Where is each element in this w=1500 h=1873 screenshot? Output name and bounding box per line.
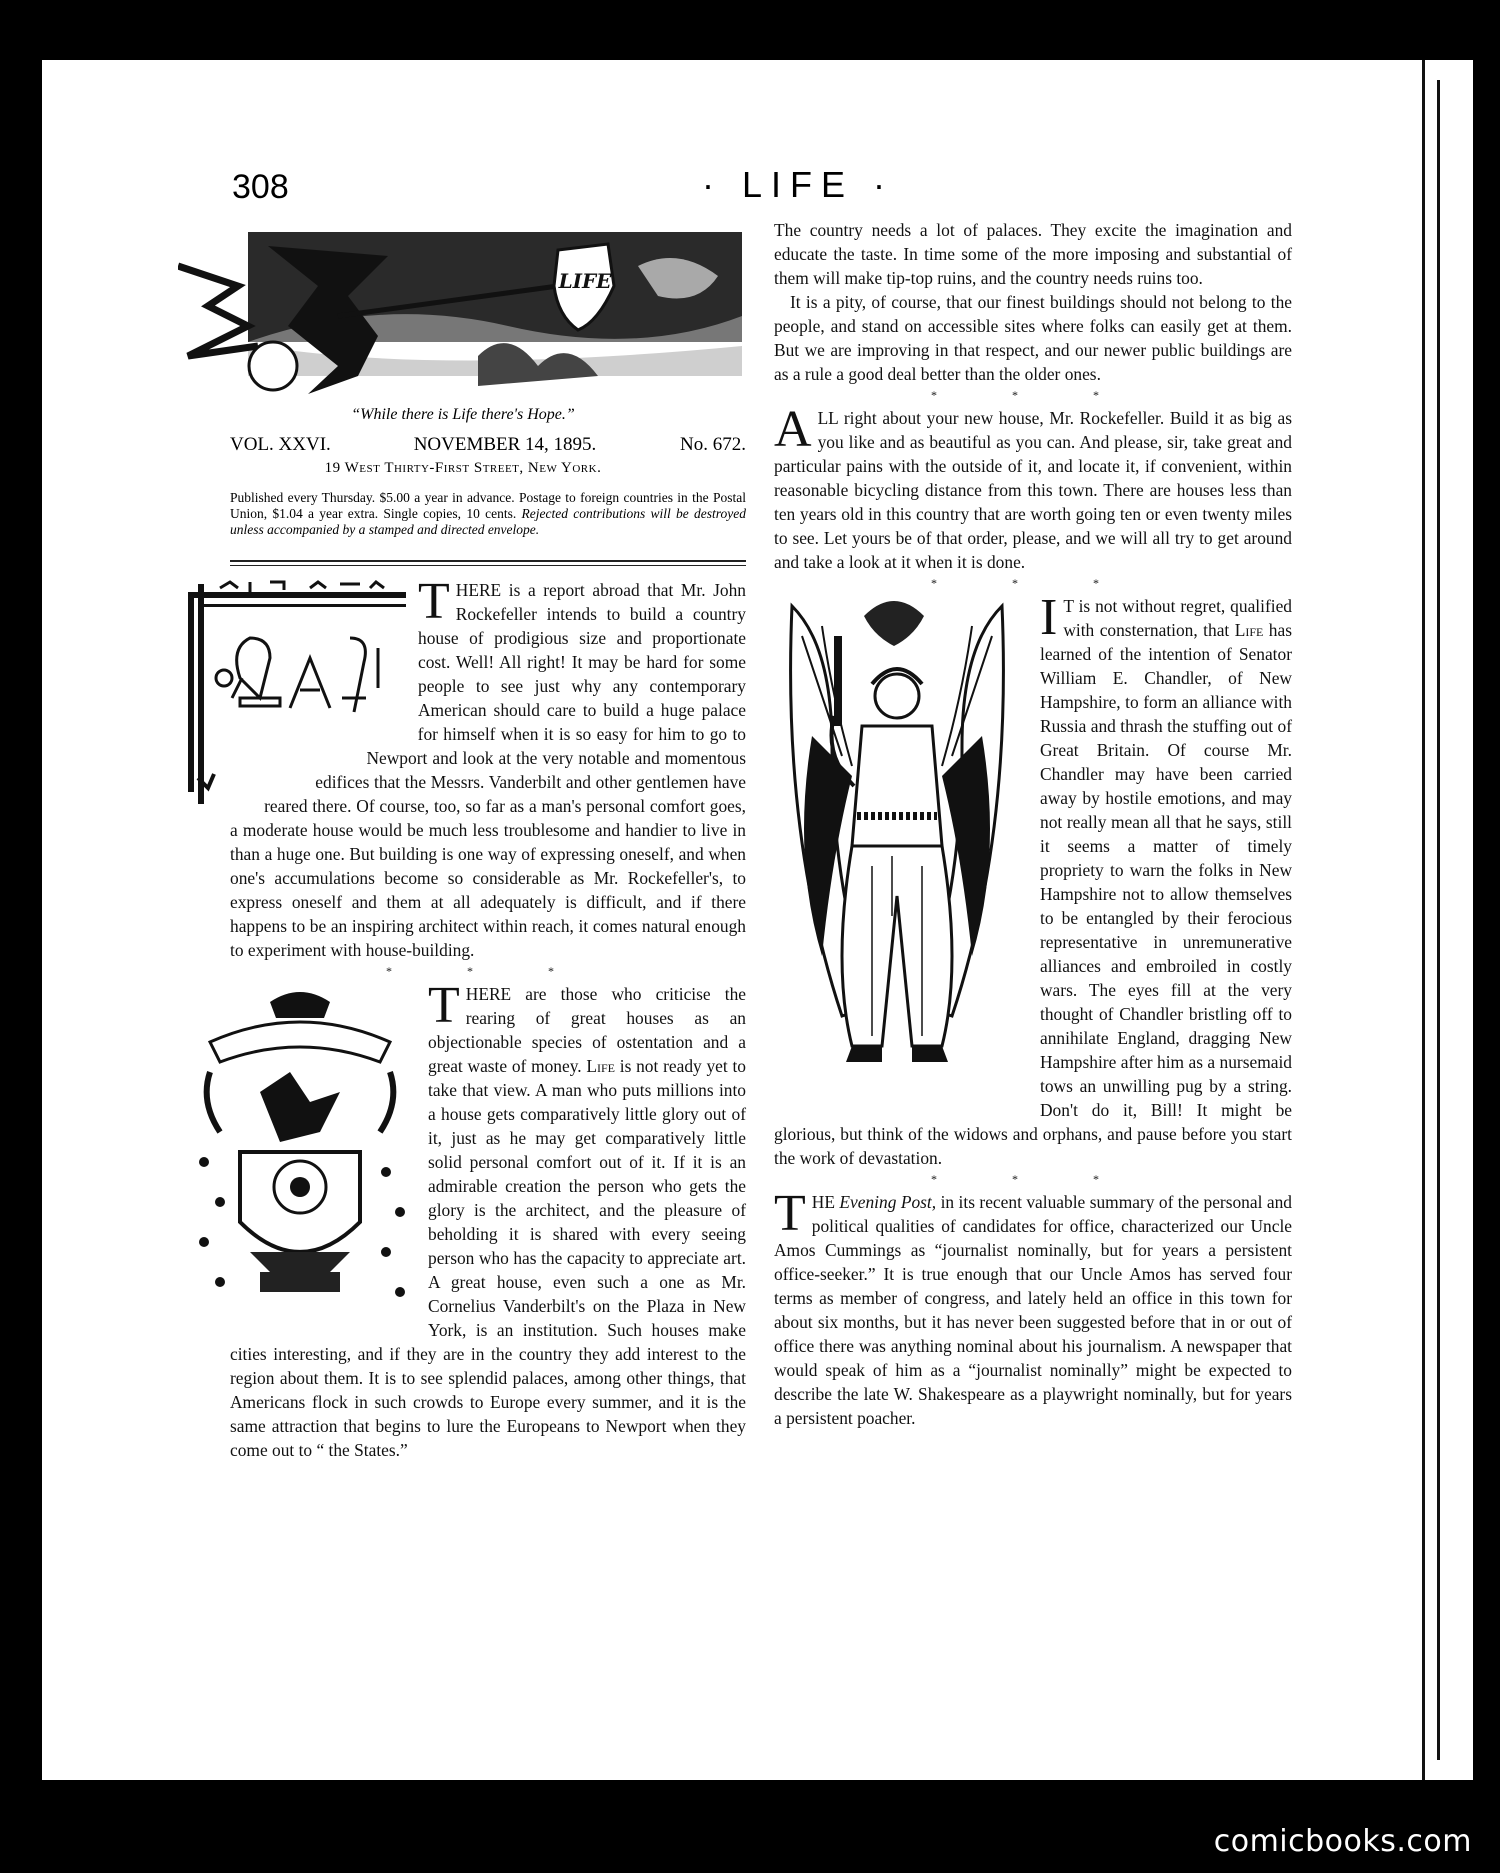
dropcap: T <box>418 573 450 630</box>
dropcap: T <box>774 1185 806 1242</box>
motto: “While there is Life there's Hope.” <box>351 406 575 423</box>
life-name: Life <box>1234 620 1264 640</box>
issue-number: No. 672. <box>680 434 746 455</box>
banner-illustration <box>178 226 746 402</box>
article-text: is not ready yet to take that view. A man who puts millions into a house gets comparatively little glory out of it, just as he may get comparatively little solid personal comfort out of it. If it is an admirable creation the person who gets the glory is the architect, and the pleasure of beholding it is shared with every seeing person who has the capacity to appreciate art. A great house, even such a one as Mr. Cornelius Vanderbilt's on the Plaza in New York, is an institution. Such houses make cities interesting, and if they are in the country they add interest to the region about them. It is to see splendid palaces, among other things, that Americans flock in such crowds to Europe every summer, and it is the same attraction that begins to lure the Europeans to Newport when they come out to “ the States.” <box>230 1056 746 1460</box>
coat-of-arms-illustration <box>190 982 412 1326</box>
publishing-info <box>230 490 746 538</box>
watermark: comicbooks.com <box>1213 1824 1472 1859</box>
volume: VOL. XXVI. <box>230 434 331 455</box>
shield-text: LIFE <box>558 269 612 293</box>
life-name: Life <box>586 1056 616 1076</box>
issue-line <box>230 434 746 456</box>
winged-figure-illustration <box>772 596 1022 1096</box>
article-text: LL right about your new house, Mr. Rockefeller. Build it as big as you like and as beautiful as you can. And please, sir, take great and particular pains with the outside of it, and locate it, if convenient, within reasonable bicycling distance from this town. There are houses less than ten years old in this country that are worth going ten or even twenty miles to see. Let yours be of that order, please, and we will all try to get around and take a look at it when it is done. <box>774 408 1292 572</box>
dropcap: T <box>428 977 460 1034</box>
article-new-house <box>774 401 1292 574</box>
article-text: HERE is a report abroad that Mr. John Rockefeller intends to build a country house of prodigious size and proportionate cost. Well! All right! It may be hard for some people to see just why any contemporary American should care to build a huge palace for himself when it is so easy for him to go to Newport and look at the very notable and momentous edifices that the Messrs. Vanderbilt and other gentlemen have reared there. Of course, too, so far as a man's personal comfort goes, a moderate house would be much less troublesome and handier to live in than a huge one. But building is one way of expressing oneself, and when one's accumulations become so considerable as Mr. Rockefeller's, to express oneself and them at all adequately is difficult, and if there happens to be an inspiring architect within reach, it comes natural enough to experiment with house-building. <box>230 580 746 960</box>
article-text: T is not without regret, qualified with consternation, that <box>1063 596 1292 640</box>
section-divider: * * * <box>931 1172 1135 1186</box>
left-column <box>230 573 746 1462</box>
rule <box>230 565 746 566</box>
section-divider: * * * <box>386 964 590 978</box>
page-number: 308 <box>232 168 289 206</box>
dropcap: A <box>774 401 812 458</box>
article-text: HERE are those who criticise the rearing of great houses as an objectionable species of ostentation and a great waste of money. <box>428 984 746 1076</box>
article-evening-post <box>774 1185 1292 1430</box>
dropcap: I <box>1040 589 1058 646</box>
contributions-notice: Rejected contributions will be destroyed unless accompanied by a stamped and directed envelope. <box>230 506 747 537</box>
rule <box>230 560 746 562</box>
article-text: HE <box>811 1192 835 1212</box>
paragraph-palaces: The country needs a lot of palaces. They excite the imagination and educate the taste. In time some of the more imposing and substantial of them will make tip-top ruins, and the country needs ruins too. <box>774 220 1292 288</box>
right-column <box>774 218 1292 1430</box>
paragraph-public-buildings: It is a pity, of course, that our finest buildings should not belong to the people, and stand on accessible sites where folks can easily get at them. But we are improving in that respect, and our newer public buildings are as a rule a good deal better than the older ones. <box>774 292 1292 384</box>
masthead-title: · LIFE · <box>702 164 895 205</box>
newspaper-name: Evening Post, <box>839 1192 937 1212</box>
subscription-terms: Published every Thursday. $5.00 a year in advance. Postage to foreign countries in the Postal Union, $1.04 a year extra. Single copies, 10 cents. <box>230 490 746 521</box>
article-text: in its recent valuable summary of the personal and political qualities of candidates for office, characterized our Uncle Amos Cummings as “journalist nominally, but for years a persistent office-seeker.” It is true enough that our Uncle Amos has served four terms as member of congress, and lately held an office in this town for about six months, but it has never been suggested before that in or out of office there was anything nominal about his journalism. A newspaper that would speak of him as a “journalist nominally” might be expected to describe the late W. Shakespeare as a playwright nominally, but for years a persistent poacher. <box>774 1192 1292 1428</box>
section-divider: * * * <box>931 576 1135 590</box>
issue-date: NOVEMBER 14, 1895. <box>413 434 597 455</box>
article-text: has learned of the intention of Senator William E. Chandler, of New Hampshire, to form an alliance with Russia and thrash the stuffing out of Great Britain. Of course Mr. Chandler may have been carried away by hostile emotions, and may not really mean all that he says, still it seems a matter of timely propriety to warn the folks in New Hampshire not to allow themselves to be entangled by their ferocious representative in unremunerative alliances and embroiled in costly wars. The eyes fill at the very thought of Chandler bristling off to annihilate England, dragging New Hampshire after him as a nursemaid tows an unwilling pug by a string. Don't do it, Bill! It might be glorious, but think of the widows and orphans, and pause before you start the work of devastation. <box>774 620 1292 1168</box>
section-divider: * * * <box>931 388 1135 402</box>
office-address: 19 West Thirty-First Street, New York. <box>324 460 602 476</box>
adjacent-page-edge <box>1422 60 1473 1780</box>
